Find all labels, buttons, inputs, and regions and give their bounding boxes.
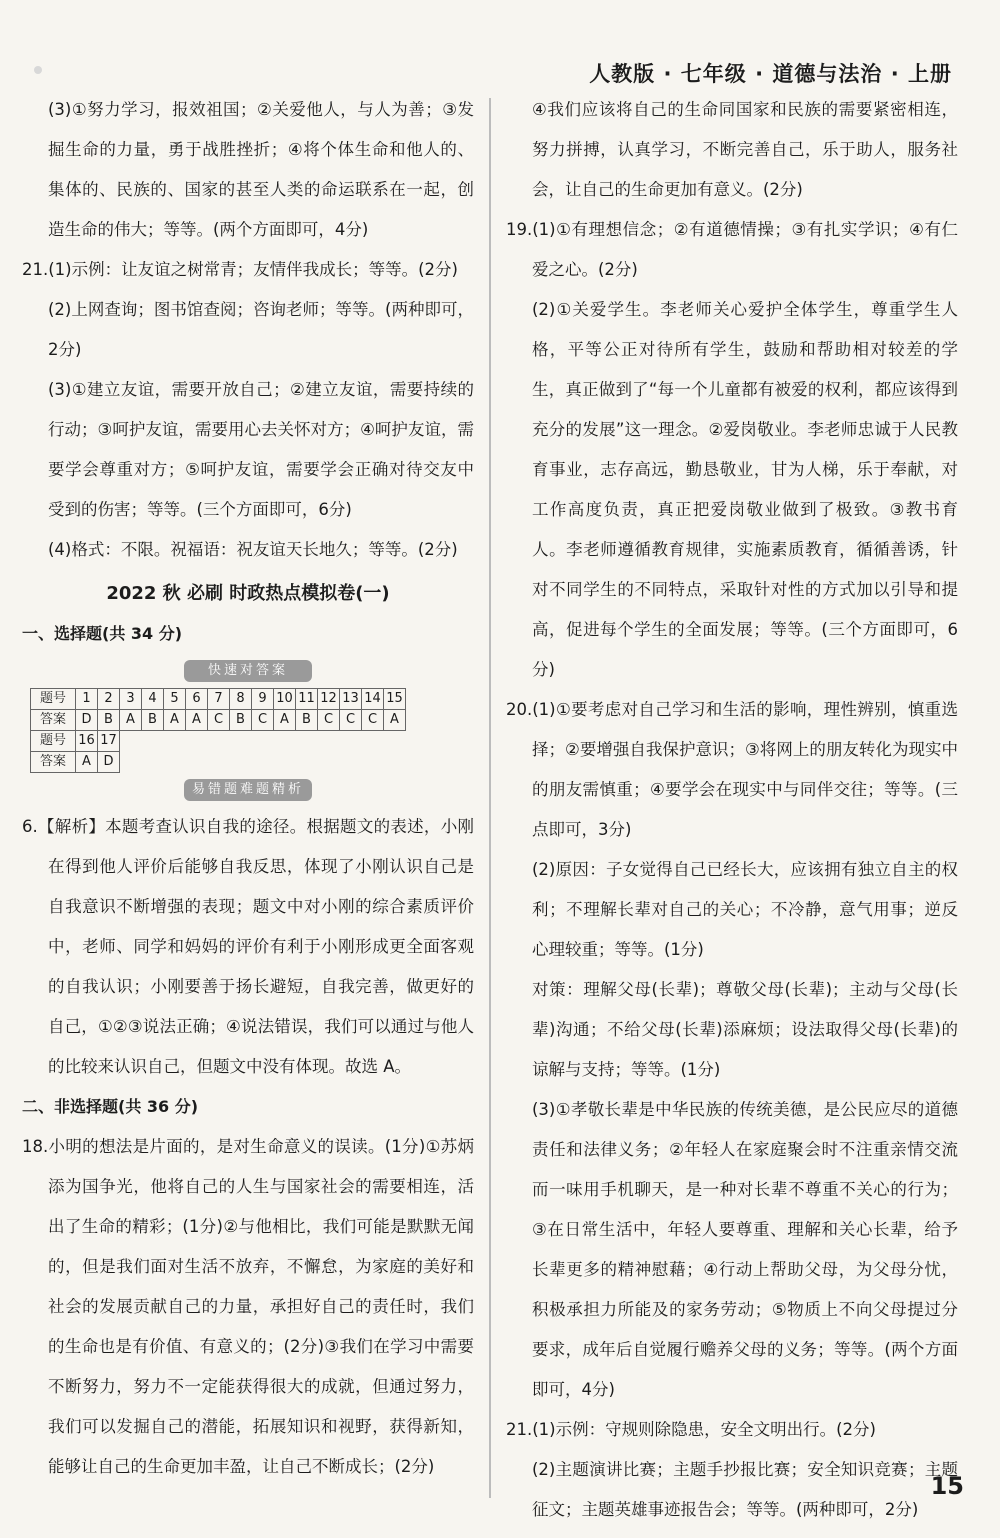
corner-dot (34, 66, 42, 74)
exam-title: 2022 秋 必刷 时政热点模拟卷(一) (106, 583, 390, 604)
answer-19-2: (2)①关爱学生。李老师关心爱护全体学生，尊重学生人格，平等公正对待所有学生，鼓励和帮助相对较差的学生，真正做到了“每一个儿童都有被爱的权利，都应该得到充分的发展”这一理念。②爱岗敬业。李老师忠诚于人民教育事业，志存高远，勤恳敬业，甘为人梯，乐于奉献，对工作高度负责，真正把爱岗敬业做到了极致。③教书育人。李老师遵循教育规律，实施素质教育，循循善诱，针对不同学生的不同特点，采取针对性的方式加以引导和提高，促进每个学生的全面发展；等等。(三个方面即可，6分) (532, 300, 958, 679)
table-cell: B (142, 710, 164, 731)
table-cell: 6 (186, 689, 208, 710)
table-cell: 5 (164, 689, 186, 710)
table-row-label: 答案 (31, 752, 76, 773)
right-column (506, 90, 958, 1530)
table-cell: 8 (230, 689, 252, 710)
table-cell: 3 (120, 689, 142, 710)
table-cell: C (318, 710, 340, 731)
table-cell: B (230, 710, 252, 731)
answer-21-2: (2)上网查询；图书馆查阅；咨询老师；等等。(两种即可，2分) (48, 300, 474, 359)
section-choice: 一、选择题(共 34 分) (22, 624, 183, 643)
table-cell: B (296, 710, 318, 731)
table-cell: C (340, 710, 362, 731)
answer-20-2-reason: (2)原因：子女觉得自己已经长大，应该拥有独立自主的权利；不理解长辈对自己的关心；不冷静，意气用事；逆反心理较重；等等。(1分) (532, 860, 958, 959)
column-divider (489, 98, 491, 1498)
table-cell: D (76, 710, 98, 731)
table-cell: C (208, 710, 230, 731)
page-number: 15 (930, 1472, 964, 1500)
answer-18-4: ④我们应该将自己的生命同国家和民族的需要紧密相连，努力拼搏，认真学习，不断完善自己，乐于助人，服务社会，让自己的生命更加有意义。(2分) (532, 100, 958, 199)
table-cell: D (98, 752, 120, 773)
answer-21-4: (4)格式：不限。祝福语：祝友谊天长地久；等等。(2分) (48, 540, 458, 559)
table-cell: C (362, 710, 384, 731)
answer-21-2-right: (2)主题演讲比赛；主题手抄报比赛；安全知识竞赛；主题征文；主题英雄事迹报告会；等等。(两种即可，2分) (532, 1460, 958, 1519)
table-cell: 1 (76, 689, 98, 710)
answer-19-1: 19.(1)①有理想信念；②有道德情操；③有扎实学识；④有仁爱之心。(2分) (506, 220, 958, 279)
table-cell: A (120, 710, 142, 731)
banner-hard-questions: 易错题难题精析 (184, 779, 312, 801)
table-cell: 12 (318, 689, 340, 710)
answer-21-3: (3)①建立友谊，需要开放自己；②建立友谊，需要持续的行动；③呵护友谊，需要用心去关怀对方；④呵护友谊，需要学会尊重对方；⑤呵护友谊，需要学会正确对待交友中受到的伤害；等等。(三个方面即可，6分) (48, 380, 474, 519)
section-nonchoice: 二、非选择题(共 36 分) (22, 1097, 199, 1116)
answer-20-3: (3)①努力学习，报效祖国；②关爱他人，与人为善；③发掘生命的力量，勇于战胜挫折；④将个体生命和他人的、集体的、民族的、国家的甚至人类的命运联系在一起，创造生命的伟大；等等。(两个方面即可，4分) (48, 100, 474, 239)
table-cell: B (98, 710, 120, 731)
table-cell: A (274, 710, 296, 731)
table-cell: 2 (98, 689, 120, 710)
table-cell: 9 (252, 689, 274, 710)
table-cell: A (76, 752, 98, 773)
table-cell: 15 (384, 689, 406, 710)
answer-20-2-measures: 对策：理解父母(长辈)；尊敬父母(长辈)；主动与父母(长辈)沟通；不给父母(长辈)添麻烦；设法取得父母(长辈)的谅解与支持；等等。(1分) (532, 980, 958, 1079)
table-cell: 7 (208, 689, 230, 710)
table-cell: A (164, 710, 186, 731)
answer-20-1: 20.(1)①要考虑对自己学习和生活的影响，理性辨别，慎重选择；②要增强自我保护意识；③将网上的朋友转化为现实中的朋友需慎重；④要学会在现实中与同伴交往；等等。(三点即可，3分) (506, 700, 958, 839)
table-cell: A (186, 710, 208, 731)
answer-20-3: (3)①孝敬长辈是中华民族的传统美德，是公民应尽的道德责任和法律义务；②年轻人在家庭聚会时不注重亲情交流而一味用手机聊天，是一种对长辈不尊重不关心的行为；③在日常生活中，年轻人要尊重、理解和关心长辈，给予长辈更多的精神慰藉；④行动上帮助父母，为父母分忧，积极承担力所能及的家务劳动；⑤物质上不向父母提过分要求，成年后自觉履行赡养父母的义务；等等。(两个方面即可，4分) (532, 1100, 958, 1399)
table-row-label: 题号 (31, 689, 76, 710)
table-cell: 4 (142, 689, 164, 710)
left-column (22, 90, 474, 1487)
answer-table (30, 688, 406, 773)
banner-quick-answers: 快速对答案 (184, 660, 312, 682)
table-cell: 14 (362, 689, 384, 710)
table-cell: 13 (340, 689, 362, 710)
table-cell: A (384, 710, 406, 731)
table-cell: 11 (296, 689, 318, 710)
table-cell: C (252, 710, 274, 731)
analysis-6: 6.【解析】本题考查认识自我的途径。根据题文的表述，小刚在得到他人评价后能够自我反思，体现了小刚认识自己是自我意识不断增强的表现；题文中对小刚的综合素质评价中，老师、同学和妈妈的评价有利于小刚形成更全面客观的自我认识；小刚要善于扬长避短，自我完善，做更好的自己，①②③说法正确；④说法错误，我们可以通过与他人的比较来认识自己，但题文中没有体现。故选 A。 (22, 817, 474, 1076)
table-cell: 16 (76, 731, 98, 752)
table-cell: 17 (98, 731, 120, 752)
answer-18: 18.小明的想法是片面的，是对生命意义的误读。(1分)①苏炳添为国争光，他将自己的人生与国家社会的需要相连，活出了生命的精彩；(1分)②与他相比，我们可能是默默无闻的，但是我们面对生活不放弃，不懈怠，为家庭的美好和社会的发展贡献自己的力量，承担好自己的责任时，我们的生命也是有价值、有意义的；(2分)③我们在学习中需要不断努力，努力不一定能获得很大的成就，但通过努力，我们可以发掘自己的潜能，拓展知识和视野，获得新知，能够让自己的生命更加丰盈，让自己不断成长；(2分) (22, 1137, 474, 1476)
table-cell: 10 (274, 689, 296, 710)
answer-21-1: 21.(1)示例：让友谊之树常青；友情伴我成长；等等。(2分) (22, 260, 458, 279)
page-header: 人教版 · 七年级 · 道德与法治 · 上册 (589, 62, 952, 86)
table-row-label: 题号 (31, 731, 76, 752)
answer-21-1-right: 21.(1)示例：守规则除隐患，安全文明出行。(2分) (506, 1420, 876, 1439)
table-row-label: 答案 (31, 710, 76, 731)
